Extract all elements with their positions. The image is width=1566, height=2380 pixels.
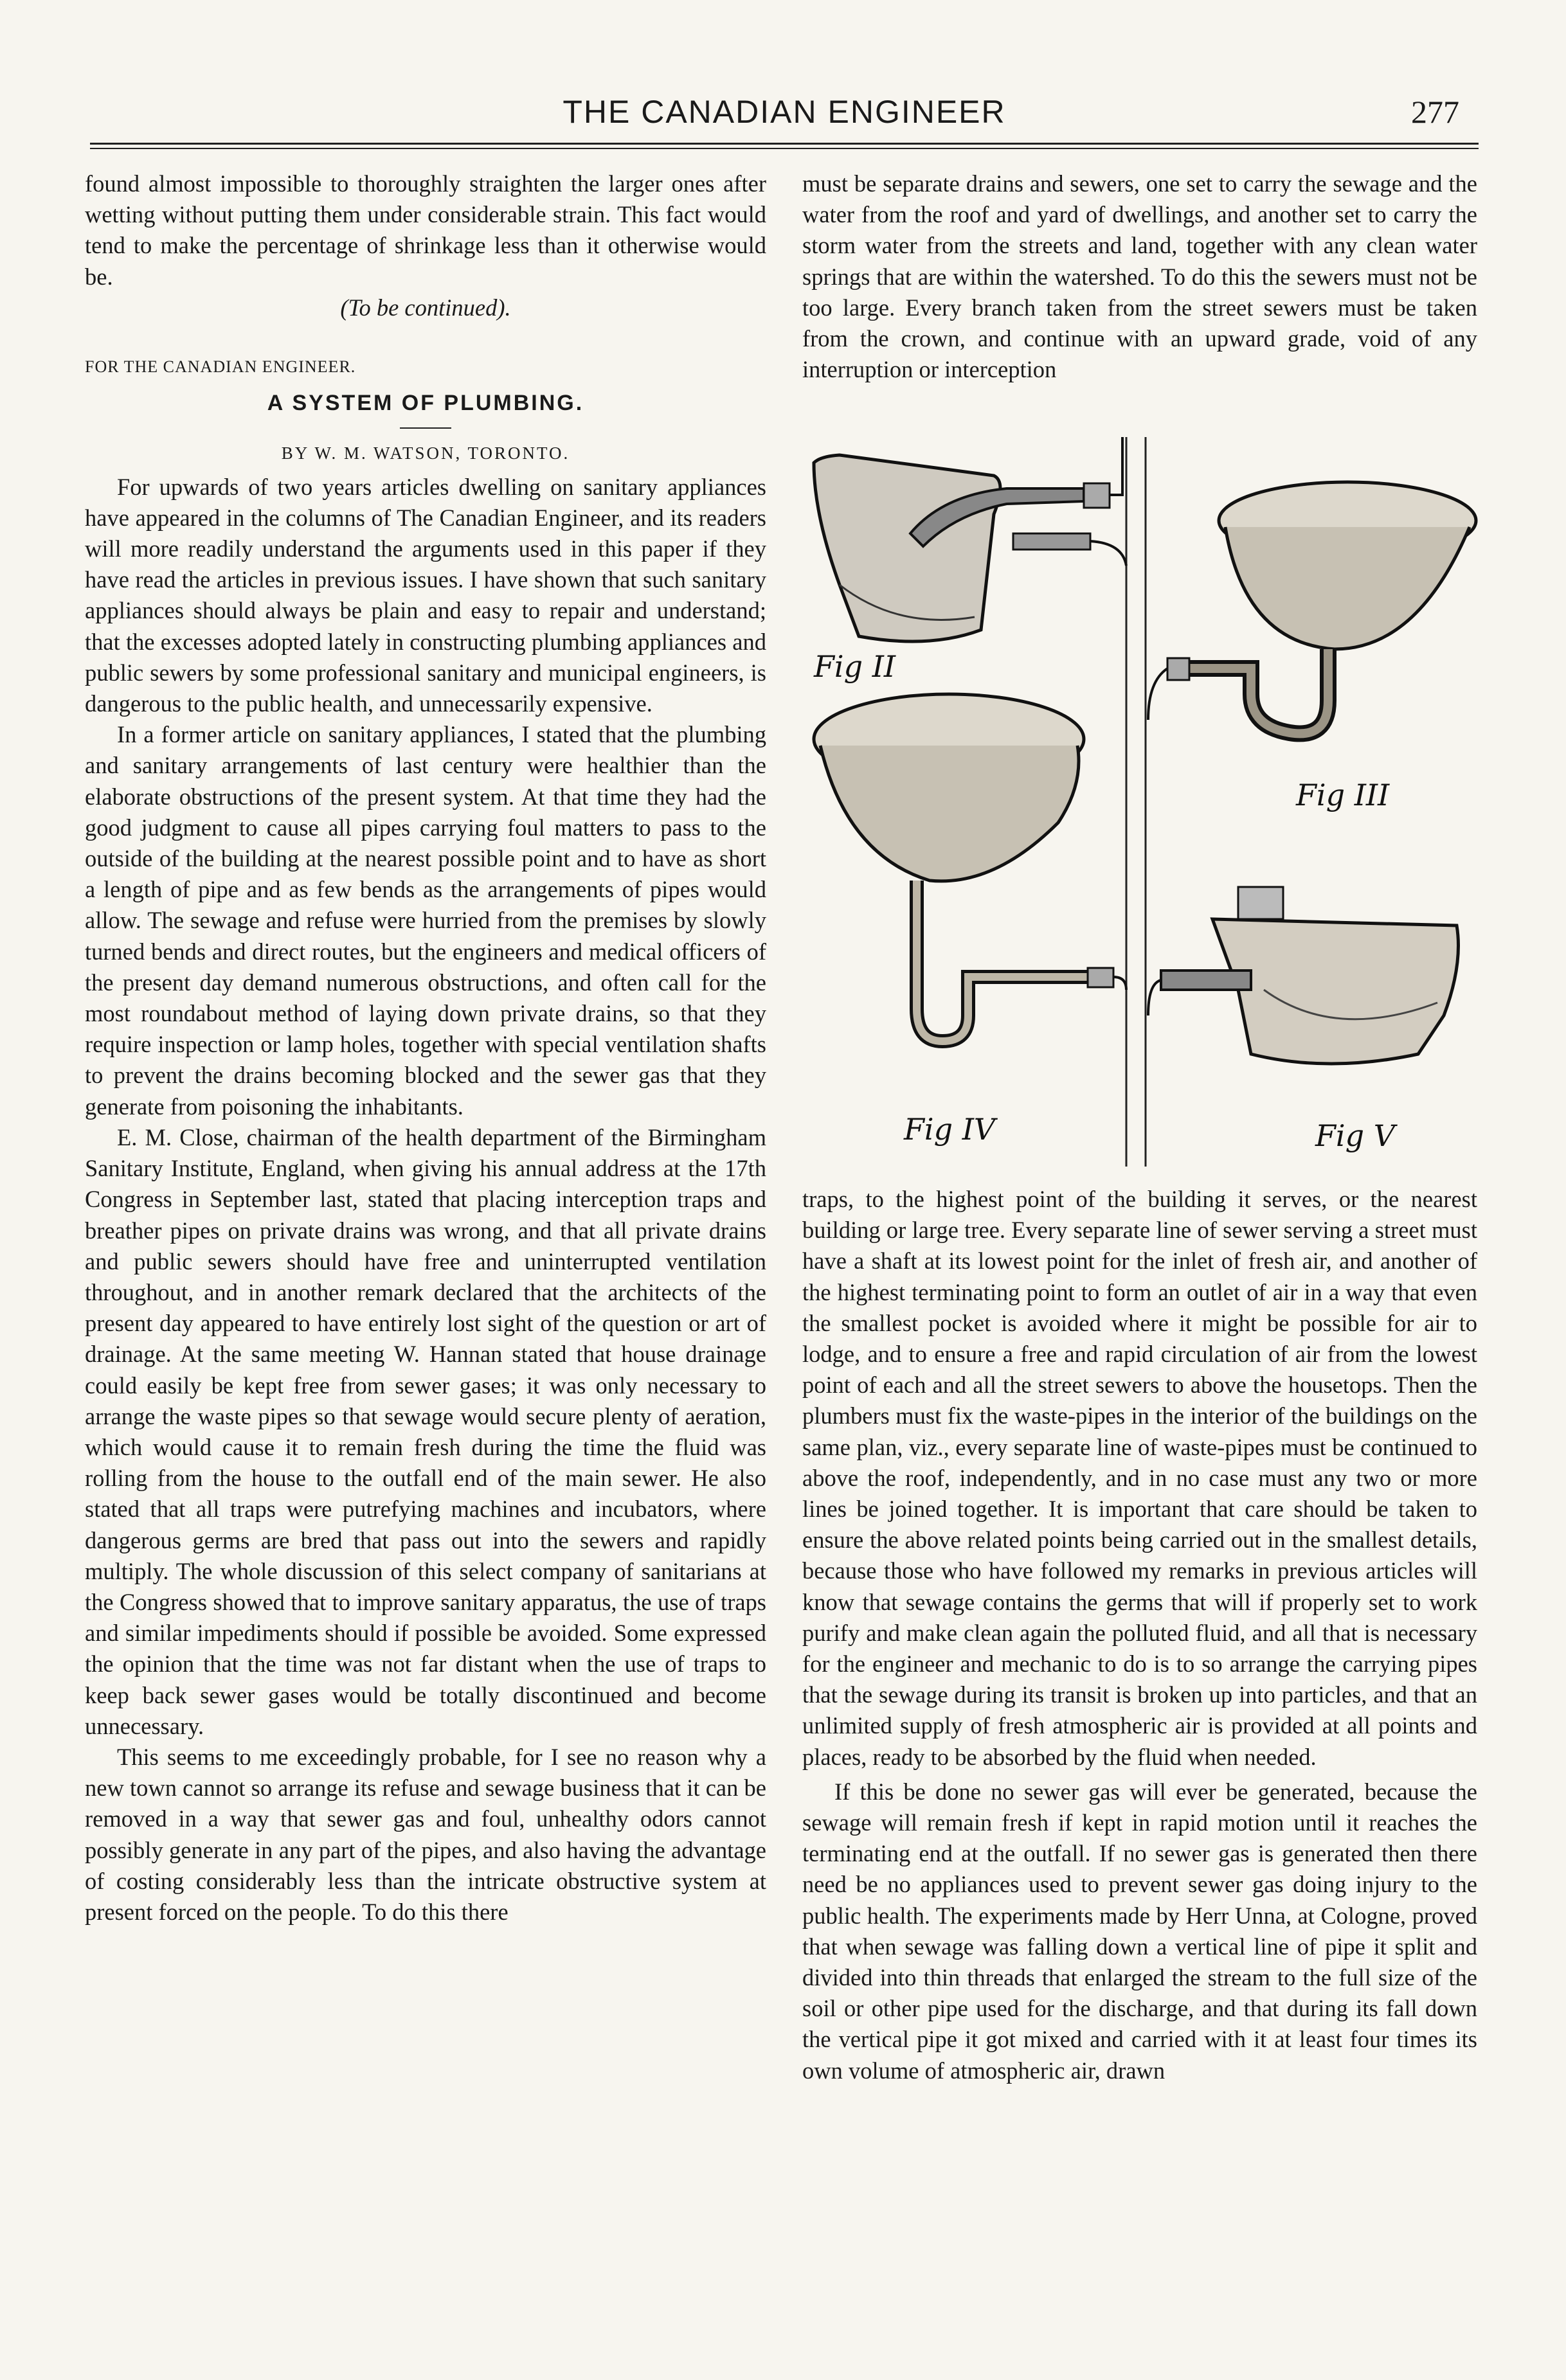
fig-ii-closet [814, 437, 1126, 641]
page-header [90, 93, 1479, 145]
right-column-top [802, 168, 1477, 385]
fig-v-closet [1148, 887, 1459, 1064]
paragraph: If this be done no sewer gas will ever be generated, because the sewage will remain fresh if kept in rapid motion until it reaches the terminating end at the outfall. If no sewer gas is generated then there need be no appliances used to prevent sewer gas doing injury to the public health. The experiments made by Herr Unna, at Cologne, proved that when sewage was falling down a vertical line of pipe it split and divided into thin threads that enlarged the stream to the full size of the soil or other pipe used for the discharge, and that during its fall down the vertical pipe it got mixed and carried with it at least four times its own volume of atmospheric air, drawn [802, 1778, 1477, 2084]
continued-paragraph: found almost impossible to thoroughly straighten the larger ones after wetting without putting them under considerable strain. This fact would tend to make the percentage of shrinkage less than it otherwise would be. [85, 170, 766, 290]
title-rule [400, 427, 451, 429]
paragraph: In a former article on sanitary appliances, I stated that the plumbing and sanitary arrangements of last century were healthier than the elaborate obstructions of the present system. At that time they had the good judgment to cause all pipes carrying foul matters to pass to the outside of the building at the nearest possible point and to have as short a length of pipe and as few bends as the arrangements of pipes would allow. The sewage and refuse were hurried from the premises by slowly turned bends and direct routes, but the engineers and medical officers of the present day demand numerous obstructions, and often call for the most roundabout method of laying down private drains, so that they require inspection or lamp holes, together with special ventilation shafts to prevent the drains becoming blocked and the sewer gas that they generate from poisoning the inhabitants. [85, 721, 766, 1120]
paragraph: E. M. Close, chairman of the health department of the Birmingham Sanitary Institute, England, when giving his annual address at the 17th Congress in September last, stated that placing interception traps and breather pipes on private drains was wrong, and that all private drains and public sewers should have free and uninterrupted ventilation throughout, and in another remark declared that the architects of the present day appeared to have entirely lost sight of the question or art of drainage. At the same meeting W. Hannan stated that house drainage could easily be kept free from sewer gases; it was only necessary to arrange the waste pipes so that sewage would secure plenty of aeration, which would cause it to remain fresh during the time the fluid was rolling from the house to the outfall end of the main sewer. He also stated that all traps were putrefying machines and incubators, where dangerous germs are bred that pass out into the sewers and rapidly multiply. The whole discussion of this select company of sanitarians at the Congress showed that to improve sanitary apparatus, the use of traps and similar impediments should if possible be avoided. Some expressed the opinion that the time was not far distant when the use of traps to keep back sewer gases would be totally discontinued and become unnecessary. [85, 1123, 766, 1739]
fig-iv-label: Fig IV [904, 1112, 996, 1147]
right-column-bottom [802, 1184, 1477, 2086]
paragraph: must be separate drains and sewers, one set to carry the sewage and the water from the roof and yard of dwellings, and another set to carry the storm water from the streets and land, together with any clean water springs that are within the watershed. To do this the sewers must not be too large. Every branch taken from the street sewers must be taken from the crown, and continue with an upward grade, void of any interruption or interception [802, 170, 1477, 383]
fig-v-label: Fig V [1315, 1118, 1395, 1153]
fig-iii-label: Fig III [1296, 778, 1390, 812]
paragraph: traps, to the highest point of the building it serves, or the nearest building or large tree. Every separate line of sewer serving a street must have a shaft at its lowest point for the inlet of fresh air, and another of the highest terminating point to form an outlet of air in a way that even the smallest pocket is avoided where it might be possible for air to lodge, and to ensure a free and rapid circulation of air from the lowest point of each and all the street sewers to above the housetops. Then the plumbers must fix the waste-pipes in the interior of the buildings on the same plan, viz., every separate line of waste-pipes must be continued to above the roof, independently, and in no case must any two or more lines be joined together. It is important that care should be taken to ensure the above related points being carried out in the smallest details, because those who have followed my remarks in previous articles will know that sewage contains the germs that will if properly set to work purify and make clean again the polluted fluid, and all that is necessary for the engineer and mechanic to do is to so arrange the carrying pipes that the sewage during its transit is broken up into particles, and that an unlimited supply of fresh atmospheric air is provided at all points and places, ready to be absorbed by the fluid when needed. [802, 1186, 1477, 1770]
fig-iii-basin [1148, 482, 1476, 733]
left-column [85, 168, 766, 1928]
plumbing-figure [801, 437, 1484, 1167]
page-number: 277 [1411, 94, 1459, 130]
continued-note: (To be continued). [340, 294, 511, 321]
journal-title: THE CANADIAN ENGINEER [562, 94, 1006, 130]
byline: BY W. M. WATSON, TORONTO. [281, 443, 570, 463]
paragraph: This seems to me exceedingly probable, for I see no reason why a new town cannot so arrange its refuse and sewage business that it can be removed in a way that sewer gas and foul, unhealthy odors cannot possibly generate in any part of the pipes, and also having the advantage of costing considerably less than the intricate obstructive system at present forced on the people. To do this there [85, 1743, 766, 1925]
article-title: A SYSTEM OF PLUMBING. [267, 391, 584, 416]
fig-iv-basin [814, 694, 1126, 1041]
paragraph: For upwards of two years articles dwelling on sanitary appliances have appeared in the columns of The Canadian Engineer, and its readers will more readily understand the arguments used in this paper if they have read the articles in previous issues. I have shown that such sanitary appliances should always be plain and easy to repair and understand; that the excesses adopted lately in constructing plumbing appliances and public sewers by some professional sanitary and municipal engineers, is dangerous to the public health, and unnecessarily expensive. [85, 473, 766, 717]
for-line: FOR THE CANADIAN ENGINEER. [85, 357, 356, 377]
fig-ii-label: Fig II [814, 649, 896, 684]
header-rule [90, 143, 1479, 149]
